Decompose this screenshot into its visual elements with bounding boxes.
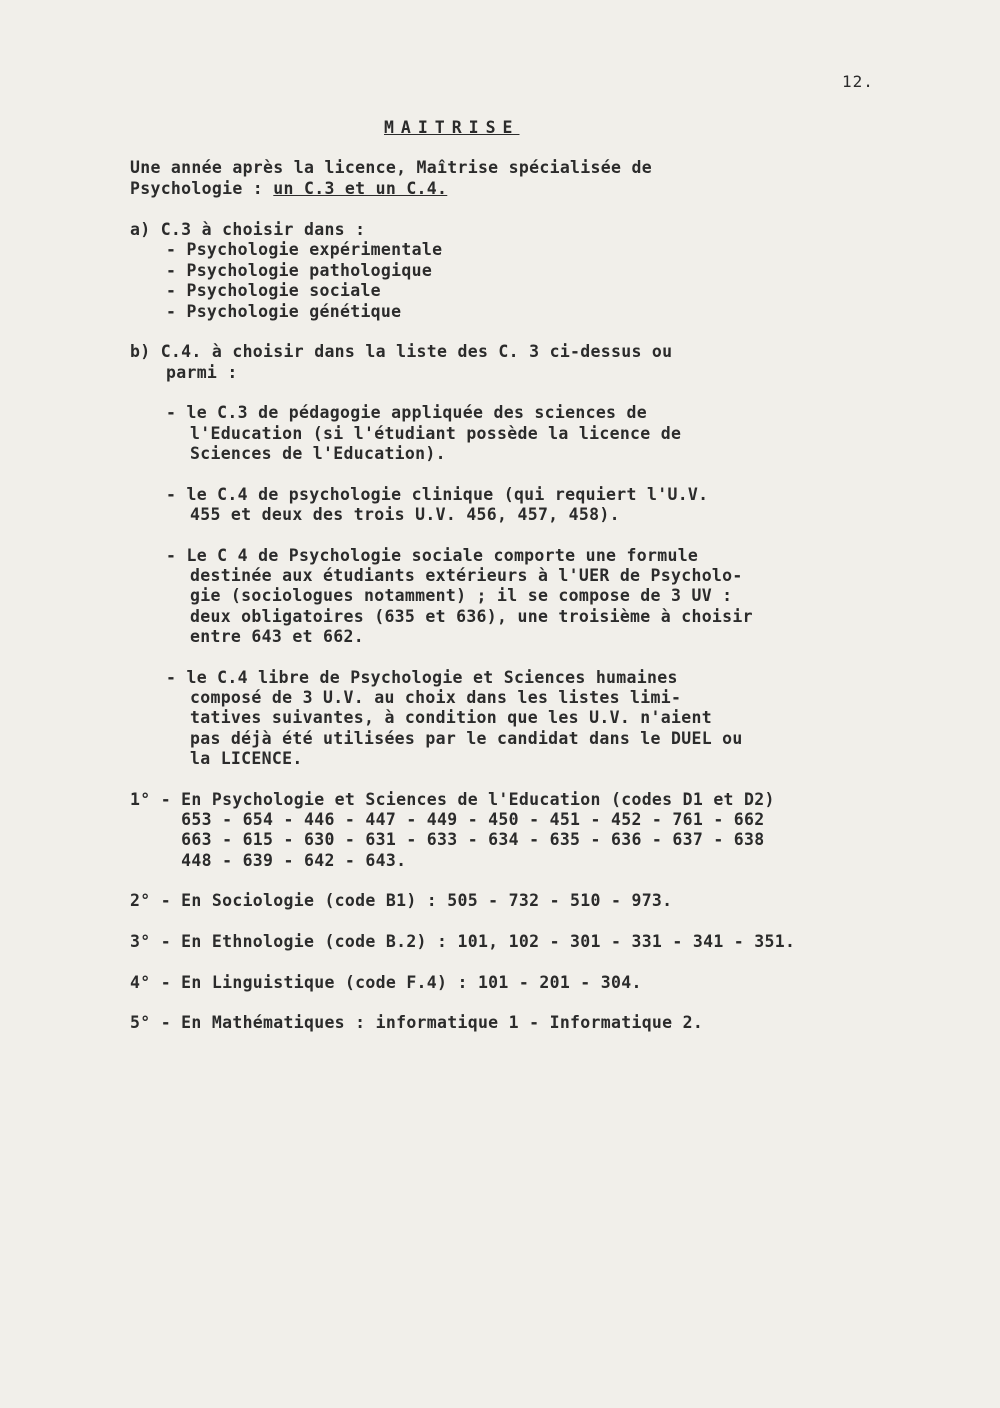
page-title: MAITRISE — [384, 118, 520, 137]
numbered-item-1: 1° - En Psychologie et Sciences de l'Education (codes D1 et D2) — [130, 790, 775, 809]
section-a-heading: a) C.3 à choisir dans : — [130, 220, 366, 239]
numbered-item-2: 2° - En Sociologie (code B1) : 505 - 732 - 510 - 973. — [130, 891, 673, 910]
page-number: 12. — [842, 72, 874, 91]
section-a-item: - Psychologie pathologique — [166, 261, 433, 280]
section-b-heading: b) C.4. à choisir dans la liste des C. 3 ci-dessus ou — [130, 342, 673, 361]
intro-underlined: un C.3 et un C.4. — [273, 179, 448, 198]
section-b-heading: parmi : — [166, 363, 238, 382]
section-b-item1: l'Education (si l'étudiant possède la licence de — [190, 424, 682, 443]
section-b-item4: - le C.4 libre de Psychologie et Sciences humaines — [166, 668, 678, 687]
section-a-item: - Psychologie génétique — [166, 302, 402, 321]
section-b-item3: destinée aux étudiants extérieurs à l'UER de Psycholo- — [190, 566, 743, 585]
section-b-item4: pas déjà été utilisées par le candidat dans le DUEL ou — [190, 729, 743, 748]
section-b-item4: la LICENCE. — [190, 749, 303, 768]
numbered-item-3: 3° - En Ethnologie (code B.2) : 101, 102 - 301 - 331 - 341 - 351. — [130, 932, 796, 951]
numbered-item-5: 5° - En Mathématiques : informatique 1 - Informatique 2. — [130, 1013, 704, 1032]
section-b-item1: - le C.3 de pédagogie appliquée des sciences de — [166, 403, 647, 422]
section-b-item3: deux obligatoires (635 et 636), une troisième à choisir — [190, 607, 753, 626]
numbered-item-1: 653 - 654 - 446 - 447 - 449 - 450 - 451 - 452 - 761 - 662 — [130, 810, 765, 829]
intro-line-1: Une année après la licence, Maîtrise spécialisée de — [130, 158, 652, 177]
numbered-item-1: 663 - 615 - 630 - 631 - 633 - 634 - 635 - 636 - 637 - 638 — [130, 830, 765, 849]
numbered-item-4: 4° - En Linguistique (code F.4) : 101 - 201 - 304. — [130, 973, 642, 992]
section-b-item3: - Le C 4 de Psychologie sociale comporte une formule — [166, 546, 699, 565]
section-b-item4: tatives suivantes, à condition que les U.V. n'aient — [190, 708, 712, 727]
section-b-item4: composé de 3 U.V. au choix dans les listes limi- — [190, 688, 682, 707]
numbered-item-1: 448 - 639 - 642 - 643. — [130, 851, 407, 870]
section-b-item2: 455 et deux des trois U.V. 456, 457, 458). — [190, 505, 620, 524]
section-a-item: - Psychologie expérimentale — [166, 240, 443, 259]
intro-prefix: Psychologie : — [130, 179, 274, 198]
section-b-item3: entre 643 et 662. — [190, 627, 364, 646]
section-b-item3: gie (sociologues notamment) ; il se compose de 3 UV : — [190, 586, 733, 605]
section-b-item1: Sciences de l'Education). — [190, 444, 446, 463]
section-a-item: - Psychologie sociale — [166, 281, 381, 300]
intro-line-2 — [130, 179, 447, 199]
section-b-item2: - le C.4 de psychologie clinique (qui requiert l'U.V. — [166, 485, 709, 504]
